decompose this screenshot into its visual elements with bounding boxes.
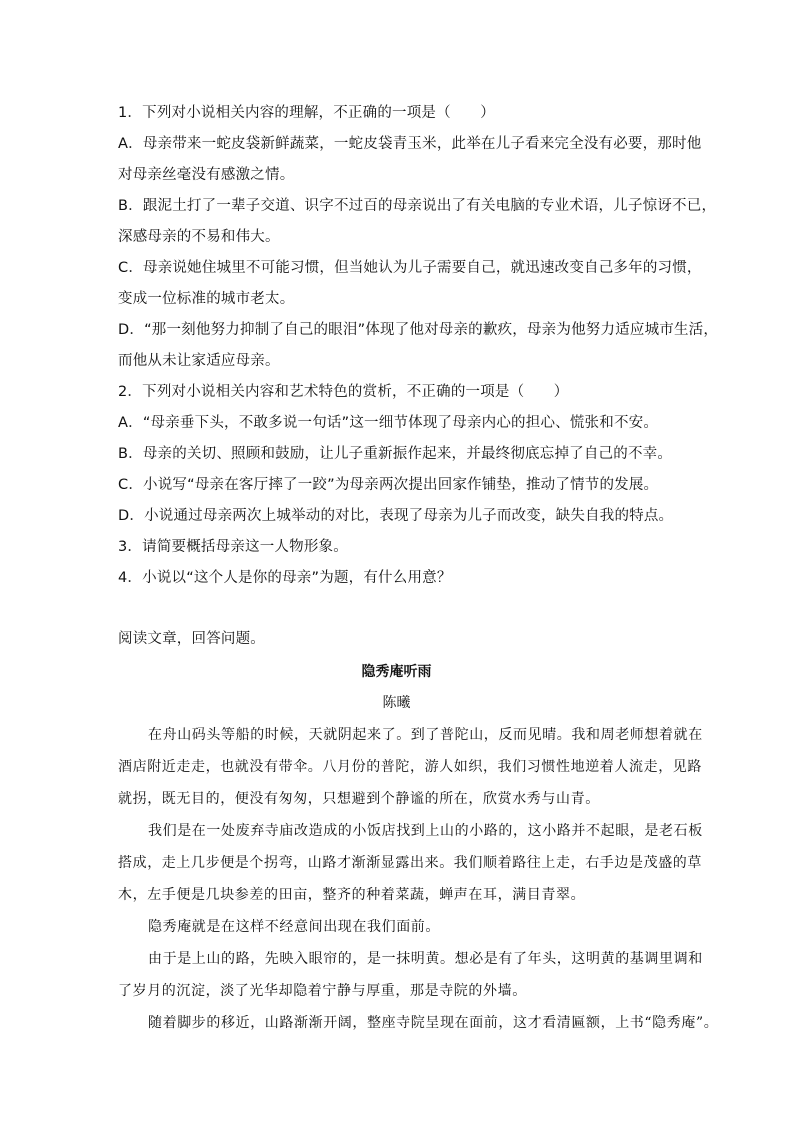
- question-1-option-a-line-2: 对母亲丝毫没有感激之情。: [118, 167, 295, 183]
- question-1-option-d-line-2: 而他从未让家适应母亲。: [118, 353, 280, 369]
- question-1-stem: 1．下列对小说相关内容的理解，不正确的一项是（ ）: [118, 105, 495, 121]
- essay-paragraph-2-line-2: 搭成，走上几步便是个拐弯，山路才渐渐显露出来。我们顺着路往上走，右手边是茂盛的草: [118, 855, 702, 871]
- question-2-option-d: D．小说通过母亲两次上城举动的对比，表现了母亲为儿子而改变，缺失自我的特点。: [118, 508, 674, 524]
- reading-instruction: 阅读文章，回答问题。: [118, 631, 265, 647]
- essay-title: 隐秀庵听雨: [361, 664, 432, 680]
- question-2-option-b: B．母亲的关切、照顾和鼓励，让儿子重新振作起来，并最终彻底忘掉了自己的不幸。: [118, 446, 673, 462]
- question-1-option-b-line-1: B．跟泥土打了一辈子交道、识字不过百的母亲说出了有关电脑的专业术语，儿子惊讶不已，: [118, 198, 717, 214]
- essay-paragraph-1-line-1: 在舟山码头等船的时候，天就阴起来了。到了普陀山，反而见晴。我和周老师想着就在: [148, 727, 703, 743]
- essay-paragraph-4-line-2: 了岁月的沉淀，淡了光华却隐着宁静与厚重，那是寺院的外墙。: [118, 983, 527, 999]
- essay-paragraph-2-line-1: 我们是在一处废弃寺庙改造成的小饭店找到上山的小路的，这小路并不起眼，是老石板: [148, 823, 703, 839]
- essay-paragraph-1-line-3: 就拐，既无目的，便没有匆匆，只想避到个静谧的所在，欣赏水秀与山青。: [118, 791, 600, 807]
- question-1-option-b-line-2: 深感母亲的不易和伟大。: [118, 229, 280, 245]
- question-1-option-d-line-1: D．“那一刻他努力抑制了自己的眼泪”体现了他对母亲的歉疚，母亲为他努力适应城市生活，: [118, 322, 719, 338]
- question-1-option-c-line-2: 变成一位标准的城市老太。: [118, 291, 295, 307]
- question-2-option-a: A．“母亲垂下头，不敢多说一句话”这一细节体现了母亲内心的担心、慌张和不安。: [118, 415, 659, 431]
- question-3: 3．请简要概括母亲这一人物形象。: [118, 539, 348, 555]
- essay-paragraph-2-line-3: 木，左手便是几块参差的田亩，整齐的种着菜蔬，蝉声在耳，满目青翠。: [118, 887, 586, 903]
- question-2-stem: 2．下列对小说相关内容和艺术特色的赏析，不正确的一项是（ ）: [118, 384, 569, 400]
- essay-paragraph-1-line-2: 酒店附近走走，也就没有带伞。八月份的普陀，游人如织，我们习惯性地逆着人流走，见路: [118, 759, 702, 775]
- question-1-option-c-line-1: C．母亲说她住城里不可能习惯，但当她认为儿子需要自己，就迅速改变自己多年的习惯，: [118, 260, 702, 276]
- question-1-option-a-line-1: A．母亲带来一蛇皮袋新鲜蔬菜，一蛇皮袋青玉米，此举在儿子看来完全没有必要，那时他: [118, 136, 702, 152]
- question-4: 4．小说以“这个人是你的母亲”为题，有什么用意？: [118, 570, 452, 586]
- essay-paragraph-3: 隐秀庵就是在这样不经意间出现在我们面前。: [148, 919, 440, 935]
- essay-paragraph-5-line-1: 随着脚步的移近，山路渐渐开阔，整座寺院呈现在面前，这才看清匾额，上书“隐秀庵”。: [148, 1015, 719, 1031]
- essay-paragraph-4-line-1: 由于是上山的路，先映入眼帘的，是一抹明黄。想必是有了年头，这明黄的基调里调和: [148, 951, 703, 967]
- question-2-option-c: C．小说写“母亲在客厅摔了一跤”为母亲两次提出回家作铺垫，推动了情节的发展。: [118, 477, 659, 493]
- essay-author: 陈曦: [382, 695, 411, 711]
